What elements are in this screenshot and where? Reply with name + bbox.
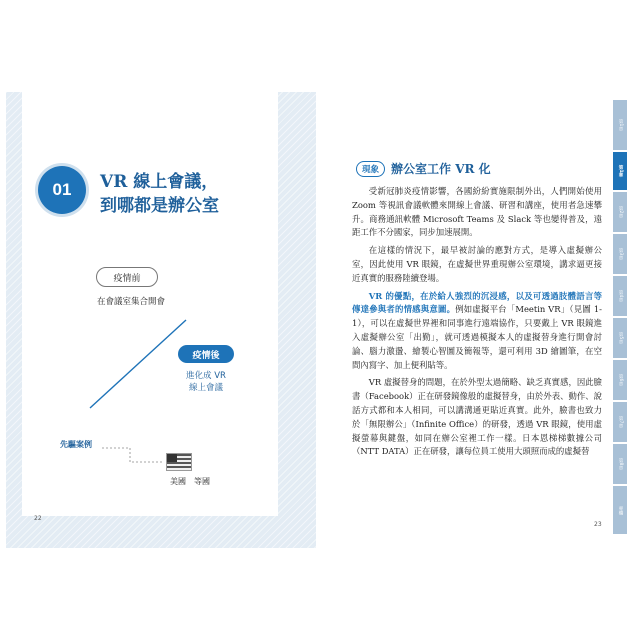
pioneer-cases-label: 先驅案例 bbox=[60, 440, 92, 449]
before-label: 疫情前 bbox=[113, 273, 141, 284]
chapter-title-line-1: VR 線上會議， bbox=[100, 172, 219, 192]
chapter-tab[interactable]: 第7章 bbox=[613, 402, 627, 442]
paragraph-2: 在這樣的情況下，最早被討論的應對方式，是導入虛擬辦公室，因此使用 VR 眼鏡，在虛擬世界重現辦公室環境，講求逼更接近真實的服務陸續登場。 bbox=[352, 245, 602, 283]
chapter-title-line-2: 到哪都是辦公室 bbox=[100, 196, 219, 216]
section-header bbox=[356, 160, 491, 177]
chapter-tab[interactable]: 第2章 bbox=[613, 192, 627, 232]
after-caption-line-2: 線上會議 bbox=[188, 383, 223, 393]
page-number-right: 23 bbox=[594, 521, 602, 528]
chapter-tab[interactable]: 第5章 bbox=[613, 318, 627, 358]
chapter-tabs bbox=[613, 100, 627, 536]
transition-line bbox=[88, 318, 188, 410]
chapter-tab[interactable]: 第6章 bbox=[613, 360, 627, 400]
chapter-tab[interactable]: 第8章 bbox=[613, 444, 627, 484]
body-text bbox=[352, 185, 602, 463]
chapter-title bbox=[100, 170, 260, 218]
section-title: 辦公室工作 VR 化 bbox=[391, 162, 491, 176]
before-pandemic-pill bbox=[96, 267, 158, 287]
section-tag: 現象 bbox=[356, 161, 385, 177]
highlight-text: VR 的優點，在於給人強烈的沉浸感，以及可透過肢體語言等傳達參與者的情感與意圖。 bbox=[352, 290, 602, 315]
before-caption: 在會議室集合開會 bbox=[96, 297, 165, 307]
us-flag-icon bbox=[166, 453, 192, 471]
chapter-tab[interactable]: 第3章 bbox=[613, 234, 627, 274]
paragraph-4: VR 虛擬替身的問題，在於外型太過簡略、缺乏真實感，因此臉書（Facebook）正在研發鏡像般的虛擬替身，由於外表、動作、說話方式都和本人相同，可以講溝通更貼近真實。此外，臉書也致力於「無限辦公」（Infinite Office）的研發，透過 VR 眼鏡，使用虛擬螢幕與鍵盤，如同在辦公室裡工作一樣。日本恩梯梯數據公司（NTT DATA）正在研發，讓每位員工使用大頭照而成的虛擬替 bbox=[352, 377, 602, 457]
paragraph-3 bbox=[352, 290, 602, 373]
pioneer-connector bbox=[100, 446, 170, 466]
paragraph-1: 受新冠肺炎疫情影響，各國紛紛實施限制外出，人們開始使用 Zoom 等視訊會議軟體來開線上會議、研習和講座，使用者急速攀升。商務通訊軟體 Microsoft Teams 及 Slack 等也變得普及，遠距工作不分國家，同步加速展開。 bbox=[352, 186, 602, 238]
chapter-tab[interactable]: 第4章 bbox=[613, 276, 627, 316]
chapter-tab[interactable]: 第1章 bbox=[613, 100, 627, 150]
page-number-left: 22 bbox=[34, 515, 42, 522]
flag-caption: 美國 等國 bbox=[170, 477, 210, 486]
paragraph-3-rest: 例如虛擬平台「Meetin VR」（見圖 1-1），可以在虛擬世界裡和同事進行遠端協作，只要戴上 VR 眼鏡進入虛擬辦公室「出勤」，就可透過模擬本人的虛擬替身進行開會討論、腦力激盪、繪製心智圖及簡報等，還可利用 3D 繪圖筆，在空間內寫字、加上便利貼等。 bbox=[352, 304, 603, 370]
after-caption-line-1: 進化成 VR bbox=[186, 371, 226, 381]
chapter-number: 01 bbox=[52, 180, 72, 199]
after-caption bbox=[168, 370, 244, 394]
chapter-tab[interactable]: 專欄 bbox=[613, 486, 627, 534]
chapter-tab[interactable]: 第1章 bbox=[613, 152, 627, 190]
chapter-number-badge bbox=[38, 166, 86, 214]
after-label: 疫情後 bbox=[192, 350, 220, 361]
after-pandemic-pill bbox=[178, 345, 234, 363]
